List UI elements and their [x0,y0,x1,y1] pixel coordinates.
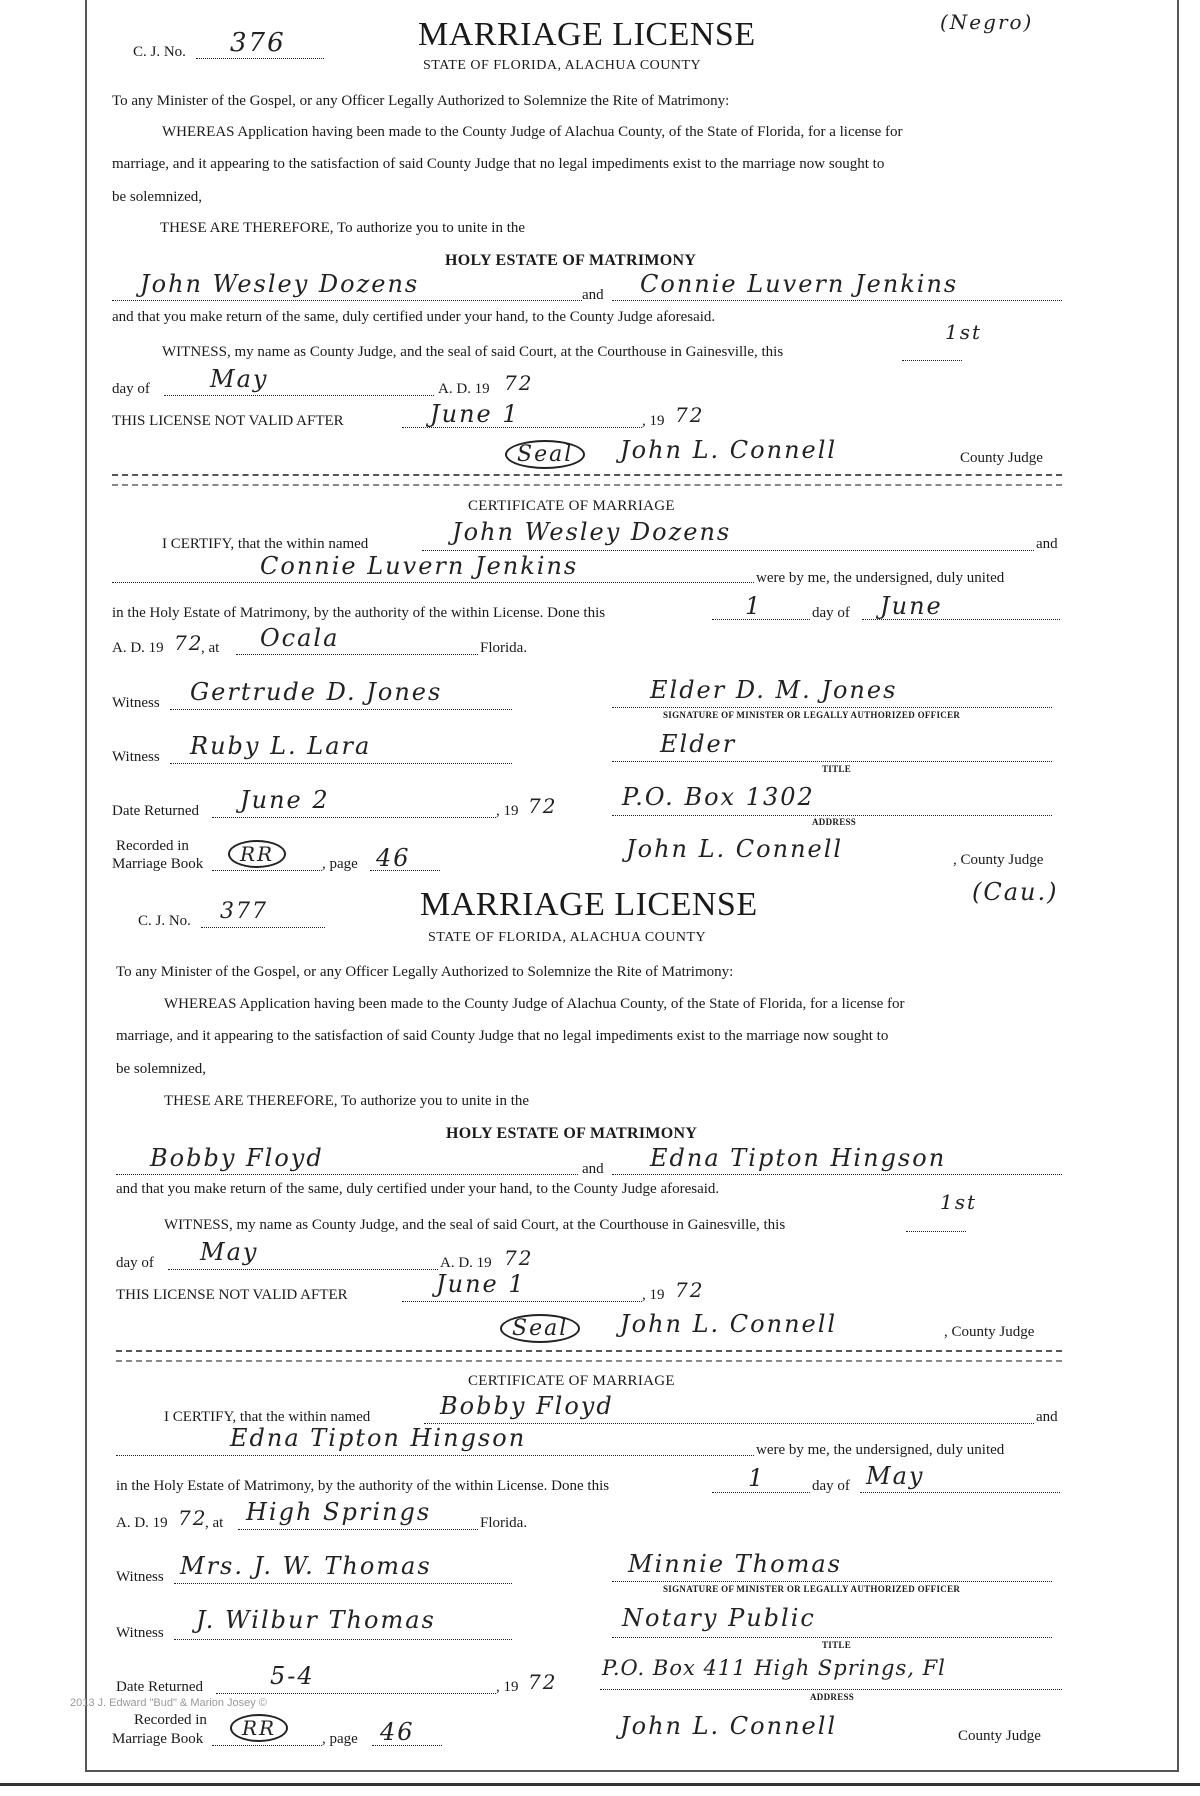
cert-ad-label: A. D. 19 [112,640,164,656]
witness-1-signature: Gertrude D. Jones [190,678,443,706]
officer-caption: SIGNATURE OF MINISTER OR LEGALLY AUTHORIZED OFFICER [663,710,961,720]
whereas-line-3: be solemnized, [112,189,202,205]
section-divider [116,1350,1062,1362]
cert-year: 72 [178,1506,208,1530]
year: 72 [504,1246,534,1270]
year: 72 [504,371,534,395]
done-day: 1 [748,1464,766,1492]
officer-title: Elder [660,730,737,758]
judge-signature: John L. Connell [620,1310,838,1338]
date-returned: 5-4 [270,1662,315,1690]
valid-after-label: THIS LICENSE NOT VALID AFTER [116,1287,348,1303]
cert-bride-name: Edna Tipton Hingson [230,1424,527,1452]
valid-year: 72 [675,403,705,427]
witness-day: 1st [940,1190,978,1214]
whereas-line-1: WHEREAS Application having been made to the County Judge of Alachua County, of the State of Florida, for a license for [162,124,903,140]
cert-year: 72 [174,631,204,655]
section-divider [112,474,1062,486]
witness-line: WITNESS, my name as County Judge, and the seal of said Court, at the Courthouse in Gainesville, this [164,1217,786,1233]
day-of-month: May [200,1238,259,1266]
done-month: June [880,592,943,620]
witness-1-signature: Mrs. J. W. Thomas [180,1552,432,1580]
date-returned: June 2 [240,786,330,814]
cj-number: 377 [220,899,268,924]
corner-note: (Negro) [940,10,1034,34]
and-label: and [582,1161,604,1177]
witness-1-label: Witness [112,695,160,711]
returned-year-prefix: , 19 [496,1679,519,1695]
seal-mark: Seal [505,440,585,469]
cert-judge-signature: John L. Connell [626,835,844,863]
cert-county-judge-label: County Judge [958,1728,1041,1744]
valid-after-label: THIS LICENSE NOT VALID AFTER [112,413,344,429]
recorded-label: Recorded in [134,1712,207,1728]
day-of-month: May [210,365,269,393]
whereas-line-1: WHEREAS Application having been made to the County Judge of Alachua County, of the State of Florida, for a license for [164,996,905,1012]
bride-name: Edna Tipton Hingson [650,1144,947,1172]
witness-1-label: Witness [116,1569,164,1585]
cert-county-judge-label: , County Judge [953,852,1044,868]
marriage-place: High Springs [246,1498,432,1526]
officer-address: P.O. Box 411 High Springs, Fl [602,1656,946,1680]
witness-line: WITNESS, my name as County Judge, and the seal of said Court, at the Courthouse in Gainesville, this [162,344,784,360]
date-returned-label: Date Returned [112,803,200,819]
recorded-label: Recorded in [116,838,189,854]
witness-2-signature: J. Wilbur Thomas [196,1606,436,1634]
day-of-label: day of [812,605,850,621]
united-text: were by me, the undersigned, duly united [756,1442,1005,1458]
whereas-line-2: marriage, and it appearing to the satisfaction of said County Judge that no legal impediments exist to the marriage now sought to [112,156,885,172]
cert-bride-name: Connie Luvern Jenkins [260,552,579,580]
seal-mark: Seal [500,1314,580,1343]
cert-judge-signature: John L. Connell [620,1712,838,1740]
holy-estate-heading: HOLY ESTATE OF MATRIMONY [445,252,697,269]
officer-signature: Elder D. M. Jones [650,676,898,704]
day-of-label: day of [112,381,150,397]
officer-caption: SIGNATURE OF MINISTER OR LEGALLY AUTHORIZED OFFICER [663,1584,961,1594]
witness-day: 1st [945,320,983,344]
book-number: RR [228,840,286,868]
ad-label: A. D. 19 [438,381,490,397]
returned-year: 72 [528,794,558,818]
intro-text: To any Minister of the Gospel, or any Officer Legally Authorized to Solemnize the Rite of Matrimony: [116,964,734,980]
witness-2-label: Witness [112,749,160,765]
certify-label: I CERTIFY, that the within named [162,536,369,552]
at-label: , at [205,1515,224,1531]
these-are-therefore: THESE ARE THEREFORE, To authorize you to unite in the [164,1093,530,1109]
these-are-therefore: THESE ARE THEREFORE, To authorize you to unite in the [160,220,526,236]
judge-signature: John L. Connell [620,436,838,464]
cert-groom-name: Bobby Floyd [440,1392,614,1420]
cert-and-label: and [1036,536,1058,552]
at-label: , at [201,640,220,656]
cj-number: 376 [230,28,286,58]
license-title: MARRIAGE LICENSE [418,16,756,53]
watermark: 2013 J. Edward "Bud" & Marion Josey © [70,1697,267,1709]
groom-name: John Wesley Dozens [140,270,420,298]
groom-name: Bobby Floyd [150,1144,324,1172]
officer-address: P.O. Box 1302 [622,783,815,811]
valid-year-prefix: , 19 [642,1287,665,1303]
certify-label: I CERTIFY, that the within named [164,1409,371,1425]
cert-ad-label: A. D. 19 [116,1515,168,1531]
and-label: and [582,287,604,303]
bride-name: Connie Luvern Jenkins [640,270,959,298]
united-text: were by me, the undersigned, duly united [756,570,1005,586]
return-text: and that you make return of the same, duly certified under your hand, to the County Judge aforesaid. [116,1181,720,1197]
day-of-label: day of [116,1255,154,1271]
whereas-line-3: be solemnized, [116,1061,206,1077]
holy-line: in the Holy Estate of Matrimony, by the authority of the within License. Done this [116,1478,610,1494]
marriage-place: Ocala [260,624,340,652]
address-caption: ADDRESS [810,1692,855,1702]
florida-label: Florida. [480,1515,528,1531]
returned-year: 72 [528,1670,558,1694]
returned-year-prefix: , 19 [496,803,519,819]
valid-year: 72 [675,1278,705,1302]
witness-2-label: Witness [116,1625,164,1641]
cj-label: C. J. No. [138,913,191,929]
return-text: and that you make return of the same, duly certified under your hand, to the County Judge aforesaid. [112,309,716,325]
page-label: , page [322,1731,358,1747]
certificate-heading: CERTIFICATE OF MARRIAGE [468,1373,675,1389]
cert-groom-name: John Wesley Dozens [452,518,732,546]
license-state: STATE OF FLORIDA, ALACHUA COUNTY [428,930,707,945]
county-judge-label: County Judge [960,450,1043,466]
title-caption: TITLE [822,764,852,774]
page-number: 46 [376,844,411,872]
holy-estate-heading: HOLY ESTATE OF MATRIMONY [446,1125,698,1142]
page-number: 46 [380,1718,415,1746]
certificate-heading: CERTIFICATE OF MARRIAGE [468,498,675,514]
done-month: May [866,1462,925,1490]
title-caption: TITLE [822,1640,852,1650]
valid-year-prefix: , 19 [642,413,665,429]
ad-label: A. D. 19 [440,1255,492,1271]
valid-date: June 1 [436,1270,526,1298]
valid-date: June 1 [430,400,520,428]
cj-label: C. J. No. [133,44,186,60]
license-title: MARRIAGE LICENSE [420,886,758,923]
holy-line: in the Holy Estate of Matrimony, by the authority of the within License. Done this [112,605,606,621]
address-caption: ADDRESS [812,817,857,827]
officer-title: Notary Public [622,1604,816,1632]
date-returned-label: Date Returned [116,1679,204,1695]
witness-2-signature: Ruby L. Lara [190,732,372,760]
marriage-book-label: Marriage Book [112,856,204,872]
day-of-label: day of [812,1478,850,1494]
cert-and-label: and [1036,1409,1058,1425]
intro-text: To any Minister of the Gospel, or any Officer Legally Authorized to Solemnize the Rite of Matrimony: [112,93,730,109]
corner-note: (Cau.) [972,878,1059,906]
marriage-book-label: Marriage Book [112,1731,204,1747]
done-day: 1 [745,592,763,620]
officer-signature: Minnie Thomas [628,1550,842,1578]
license-state: STATE OF FLORIDA, ALACHUA COUNTY [423,58,702,73]
bottom-rule [0,1783,1200,1786]
whereas-line-2: marriage, and it appearing to the satisfaction of said County Judge that no legal impediments exist to the marriage now sought to [116,1028,889,1044]
book-number: RR [230,1714,288,1742]
county-judge-label: , County Judge [944,1324,1035,1340]
florida-label: Florida. [480,640,528,656]
page-label: , page [322,856,358,872]
